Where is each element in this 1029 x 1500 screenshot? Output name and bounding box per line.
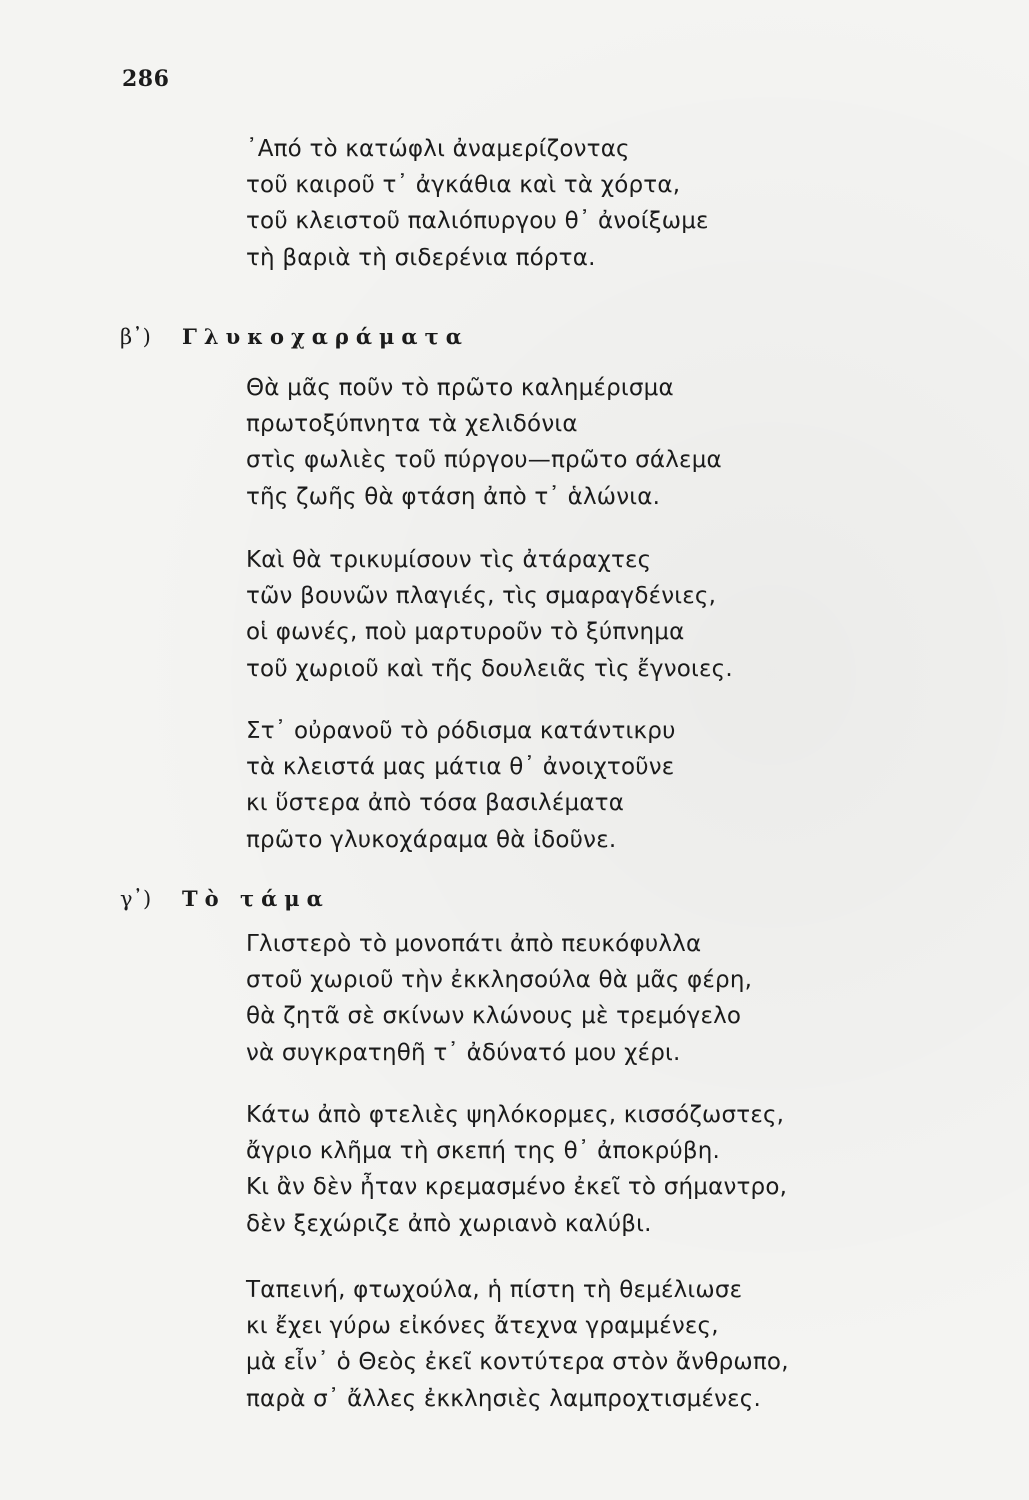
- verse-line: ᾽Από τὸ κατώφλι ἀναμερίζοντας: [246, 136, 630, 162]
- verse-line: Καὶ θὰ τρικυμίσουν τὶς ἀτάραχτες: [246, 547, 652, 573]
- section-heading-c: [120, 886, 330, 911]
- section-heading-b: [120, 324, 469, 349]
- stanza-b-3: [246, 713, 676, 858]
- section-marker: γ᾽): [120, 887, 152, 911]
- section-marker: β᾽): [120, 325, 151, 349]
- verse-line: ἄγριο κλῆμα τὴ σκεπή της θ᾽ ἀποκρύβη.: [246, 1138, 721, 1165]
- section-title: Τὸ τάμα: [182, 886, 330, 911]
- page-number: 286: [122, 66, 170, 92]
- verse-line: Στ᾽ οὐρανοῦ τὸ ρόδισμα κατάντικρυ: [246, 718, 676, 744]
- stanza-c-3: [246, 1272, 789, 1417]
- verse-line: Θὰ μᾶς ποῦν τὸ πρῶτο καλημέρισμα: [246, 375, 674, 401]
- verse-line: τοῦ χωριοῦ καὶ τῆς δουλειᾶς τὶς ἔγνοιες.: [246, 655, 733, 682]
- verse-line: δὲν ξεχώριζε ἀπὸ χωριανὸ καλύβι.: [246, 1210, 652, 1237]
- verse-line: τὴ βαριὰ τὴ σιδερένια πόρτα.: [246, 244, 596, 271]
- verse-line: τὰ κλειστά μας μάτια θ᾽ ἀνοιχτοῦνε: [246, 754, 675, 781]
- verse-line: πρῶτο γλυκοχάραμα θὰ ἰδοῦνε.: [246, 826, 617, 853]
- stanza-b-1: [246, 370, 722, 515]
- verse-line: τοῦ καιροῦ τ᾽ ἀγκάθια καὶ τὰ χόρτα,: [246, 172, 681, 199]
- verse-line: θὰ ζητᾶ σὲ σκίνων κλώνους μὲ τρεμόγελο: [246, 1003, 742, 1030]
- verse-line: τοῦ κλειστοῦ παλιόπυργου θ᾽ ἀνοίξωμε: [246, 208, 709, 235]
- verse-line: οἱ φωνές, ποὺ μαρτυροῦν τὸ ξύπνημα: [246, 619, 685, 646]
- verse-line: κι ὕστερα ἀπὸ τόσα βασιλέματα: [246, 790, 625, 817]
- section-title: Γλυκοχαράματα: [182, 324, 469, 349]
- verse-line: Κι ἂν δὲν ἦταν κρεμασμένο ἐκεῖ τὸ σήμαντρο,: [246, 1174, 788, 1201]
- stanza-b-2: [246, 542, 733, 687]
- stanza-c-2: [246, 1097, 787, 1242]
- verse-line: στοῦ χωριοῦ τὴν ἐκκλησούλα θὰ μᾶς φέρη,: [246, 967, 753, 994]
- verse-line: νὰ συγκρατηθῆ τ᾽ ἀδύνατό μου χέρι.: [246, 1039, 681, 1066]
- verse-line: παρὰ σ᾽ ἄλλες ἐκκλησιὲς λαμπροχτισμένες.: [246, 1385, 761, 1412]
- verse-line: μὰ εἶν᾽ ὁ Θεὸς ἐκεῖ κοντύτερα στὸν ἄνθρωπο,: [246, 1349, 789, 1376]
- verse-line: τῶν βουνῶν πλαγιές, τὶς σμαραγδένιες,: [246, 583, 717, 610]
- verse-line: Γλιστερὸ τὸ μονοπάτι ἀπὸ πευκόφυλλα: [246, 931, 702, 957]
- verse-line: κι ἔχει γύρω εἰκόνες ἄτεχνα γραμμένες,: [246, 1313, 719, 1340]
- verse-line: στὶς φωλιὲς τοῦ πύργου—πρῶτο σάλεμα: [246, 447, 722, 474]
- verse-line: τῆς ζωῆς θὰ φτάση ἀπὸ τ᾽ ἁλώνια.: [246, 483, 661, 510]
- verse-line: Κάτω ἀπὸ φτελιὲς ψηλόκορμες, κισσόζωστες,: [246, 1102, 785, 1128]
- stanza-c-1: [246, 926, 752, 1071]
- verse-line: Ταπεινή, φτωχούλα, ἡ πίστη τὴ θεμέλιωσε: [246, 1277, 743, 1303]
- verse-line: πρωτοξύπνητα τὰ χελιδόνια: [246, 411, 578, 438]
- stanza-intro: [246, 131, 709, 276]
